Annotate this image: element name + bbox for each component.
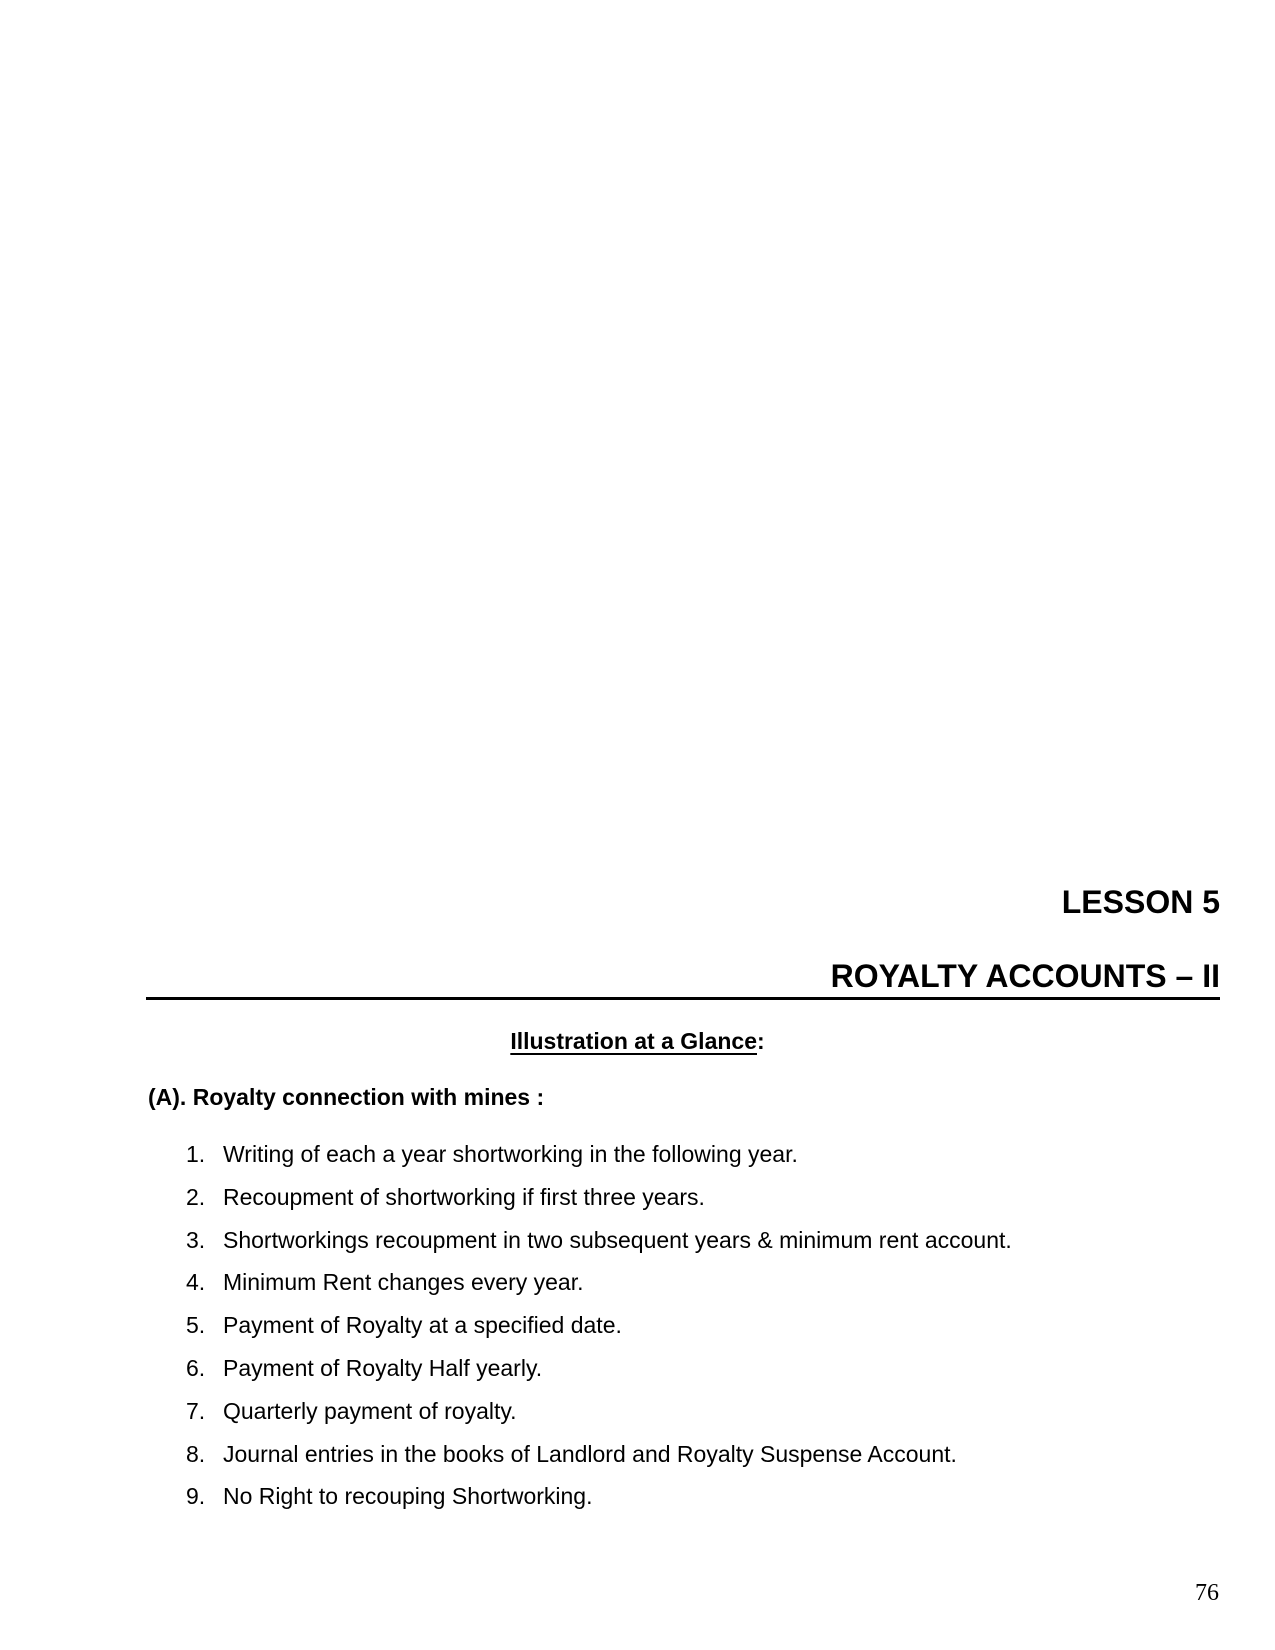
list-item-text: Journal entries in the books of Landlord and Royalty Suspense Account. bbox=[223, 1440, 957, 1467]
title-divider bbox=[146, 997, 1220, 1000]
list-item-text: Payment of Royalty Half yearly. bbox=[223, 1354, 543, 1381]
list-item-text: Recoupment of shortworking if first three years. bbox=[223, 1183, 705, 1210]
list-item-text: Quarterly payment of royalty. bbox=[223, 1397, 517, 1424]
list-item-number: 9. bbox=[186, 1483, 206, 1510]
list-item-number: 1. bbox=[186, 1141, 206, 1167]
list-item-number: 7. bbox=[186, 1397, 206, 1424]
section-heading-text: Illustration at a Glance bbox=[510, 1028, 757, 1054]
list-item-number: 6. bbox=[186, 1354, 206, 1381]
lesson-number: LESSON 5 bbox=[1061, 884, 1220, 920]
list-item-number: 3. bbox=[186, 1226, 206, 1253]
lesson-title: ROYALTY ACCOUNTS – II bbox=[830, 958, 1220, 994]
section-heading bbox=[0, 1030, 1275, 1053]
list-item-number: 5. bbox=[186, 1312, 206, 1339]
list-item-text: Payment of Royalty at a specified date. bbox=[223, 1312, 622, 1339]
list-item-text: Minimum Rent changes every year. bbox=[223, 1269, 584, 1296]
page-number: 76 bbox=[1195, 1580, 1219, 1606]
list-item-number: 4. bbox=[186, 1269, 206, 1296]
list-item-text: No Right to recouping Shortworking. bbox=[223, 1483, 593, 1510]
list-item-text: Writing of each a year shortworking in the following year. bbox=[223, 1141, 798, 1167]
list-item-number: 2. bbox=[186, 1183, 206, 1210]
list-item-number: 8. bbox=[186, 1440, 206, 1467]
section-heading-colon: : bbox=[757, 1028, 765, 1054]
subsection-heading: (A). Royalty connection with mines : bbox=[148, 1084, 545, 1110]
list-item-text: Shortworkings recoupment in two subsequent years & minimum rent account. bbox=[223, 1226, 1012, 1253]
